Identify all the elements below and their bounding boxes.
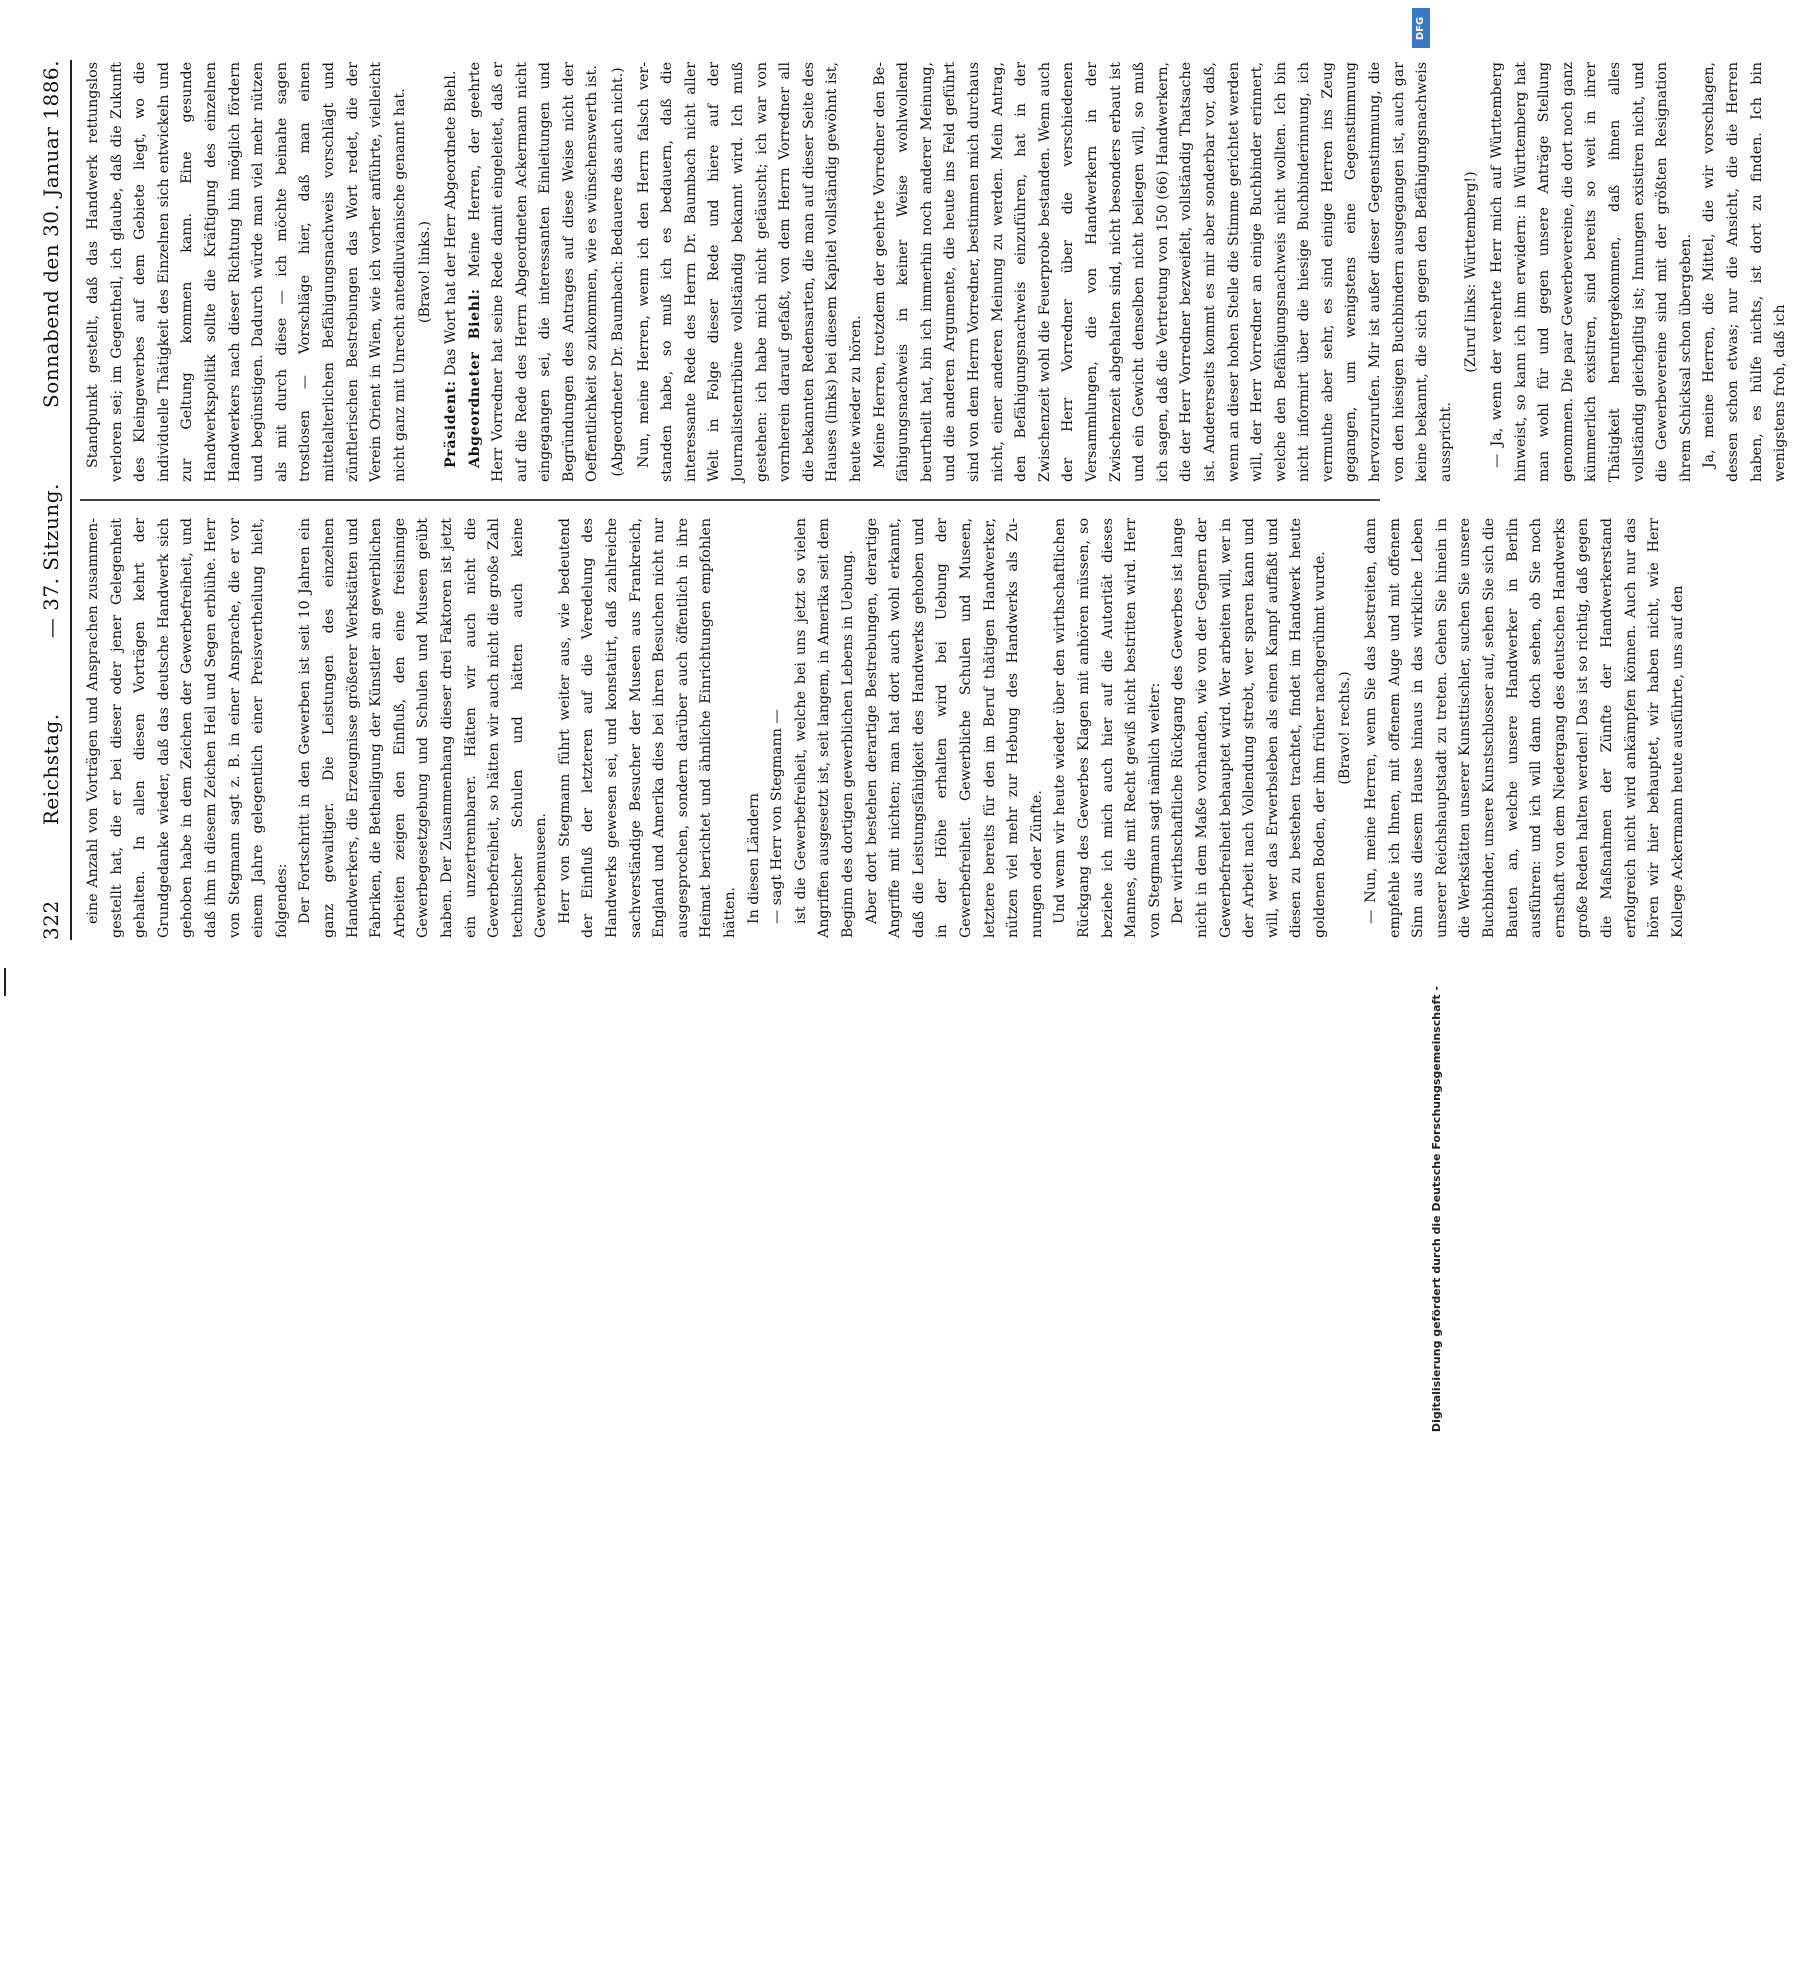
page-number: 322 [39, 900, 63, 940]
dfg-logo-text: DFG [1415, 16, 1427, 40]
paragraph: Standpunkt gestellt, daß das Handwerk rettungslos verloren sei; im Gegentheil, ich glaube, daß die Zukunft des Kleingewerbes auf dem Gebiete liegt, wo die individuelle Thätigkeit des Einzelnen sich entwickeln und zur Geltung kommen kann. Eine gesunde Handwerkspolitik sollte die Kräftigung des einzelnen Handwerkers nach dieser Richtung hin möglich fördern und begünstigen. Dadurch würde man viel mehr nützen als mit durch diese — ich möchte beinahe sagen trostlosen — Vorschläge hier, daß man einen mittelalterlichen Befähigungsnachweis vorschlägt und zünftlerischen Bestrebungen das Wort redet, die der Verein Orient in Wien, wie ich vorher anführte, vielleicht nicht ganz mit Unrecht antediluvianische genannt hat. [85, 62, 408, 482]
header-rule [70, 60, 72, 940]
left-column [82, 518, 1686, 938]
dfg-strip [1408, 0, 1443, 1433]
quote-paragraph: Aber dort bestehen derartige Bestrebungen, derartige Angriffe mit nichten; man hat dort auch wohl erkannt, daß die Leistungsfähigkeit des Handwerks gehoben und in der Höhe erhalten wird bei Uebung der Gewerbefreiheit. Gewerbliche Schulen und Museen, letztere bereits für den im Beruf thätigen Handwerker, nützen viel mehr zur Hebung des Handwerks als Zunungen oder Zünfte. [863, 518, 1045, 938]
paragraph: — Ja, wenn der verehrte Herr mich auf Württemberg hinweist, so kann ich ihm erwidern: in Württemberg hat man wohl für und gegen unsere Anträge Stellung genommen. Die paar Gewerbevereine, die dort noch ganz kümmerlich existiren, sind bereits so weit in ihrer Thätigkeit heruntergekommen, daß ihnen alles vollständig gleichgiltig ist; Innungen existiren nicht, und die Gewerbevereine sind mit der größten Resignation ihrem Schicksal schon übergeben. [1489, 62, 1694, 482]
speech-text: Meine Herren, der geehrte Herr Vorredner hat seine Rede damit eingeleitet, daß er auf die Rede des Herrn Abgeordneten Ackermann nicht eingegangen sei, die interessanten Einleitungen und Begründungen des Antrages auf diese Weise nicht der Oeffentlichkeit so zukommen, wie es wünschenswerth ist. [466, 62, 601, 482]
speech-text: Das Wort hat der Herr Abgeordnete Biehl. [442, 70, 459, 376]
running-head [34, 60, 68, 940]
paragraph: — sagt Herr von Stegmann — [769, 709, 786, 924]
paragraph: Und wenn wir heute wieder über den wirthschaftlichen Rückgang des Gewerbes Klagen mit anhören müssen, so beziehe ich mich auch hier auf die Autorität dieses Mannes, die mit Recht gewiß nicht bestritten wird. Herr von Stegmann sagt nämlich weiter: [1052, 518, 1163, 938]
column-divider [80, 500, 1380, 502]
quote-paragraph: Der Fortschritt in den Gewerben ist seit 10 Jahren ein ganz gewaltiger. Die Leistungen des einzelnen Handwerkers, die Erzeugnisse größerer Werkstätten und Fabriken, die Betheiligung der Künstler an gewerblichen Arbeiten zeigen den Einfluß, den eine freisinnige Gewerbegesetzgebung und Schulen und Museen geübt haben. Der Zusammenhang dieser drei Faktoren ist jetzt ein unzertrennbarer. Hätten wir auch nicht die Gewerbefreiheit, so hätten wir auch nicht die große Zahl technischer Schulen und hätten auch keine Gewerbemuseen. [297, 518, 550, 938]
session-date: Sonnabend den 30. Januar 1886. [39, 60, 63, 408]
dfg-logo [1412, 8, 1430, 48]
quote-paragraph: Der wirthschaftliche Rückgang des Gewerbes ist lange nicht in dem Maße vorhanden, wie von der Gegnern der Gewerbefreiheit behauptet wird. Wer arbeiten will, wer in der Arbeit nach Vollendung strebt, wer sparen kann und will, wer das Erwerbsleben als einen Kampf auffaßt und diesen zu bestehen trachtet, findet im Handwerk heute goldenen Boden, der ihm früher nachgerühmt wurde. [1170, 518, 1328, 938]
paragraph: — Nun, meine Herren, wenn Sie das bestreiten, dann empfehle ich Ihnen, mit offenem Auge und mit offenem Sinn aus diesem Hause hinaus in das wirkliche Leben unserer Reichshauptstadt zu treten. Gehen Sie hinein in die Werkstätten unserer Kunsttischler, suchen Sie unsere Buchbinder, unsere Kunstschlosser auf, sehen Sie sich die Bauten an, welche unsere Handwerker in Berlin ausführen: und ich will dann doch sehen, ob Sie noch ernsthaft von dem Niedergang des deutschen Handwerks große Reden halten werden! Das ist so richtig, daß gegen die Maßnahmen der Zünfte der Handwerkerstand erfolgreich nicht wird ankämpfen können. Auch nur das hören wir hier behauptet, wir haben nicht, wie Herr Kollege Ackermann heute ausführte, uns auf den [1363, 518, 1686, 938]
paragraph: eine Anzahl von Vorträgen und Ansprachen zusammengestellt hat, die er bei dieser oder jener Gelegenheit gehalten. In allen diesen Vorträgen kehrt der Grundgedanke wieder, daß das deutsche Handwerk sich gehoben habe in dem Zeichen der Gewerbefreiheit, und daß ihm in diesem Zeichen Heil und Segen erblühe. Herr von Stegmann sagt z. B. in einer Ansprache, die er vor einem Jahre gelegentlich einer Preisvertheilung hielt, folgendes: [85, 518, 290, 938]
speaker-name: Abgeordneter Biehl: [466, 288, 483, 468]
interjection: (Bravo! links.) [417, 220, 434, 324]
speaker-name: Präsident: [442, 380, 459, 468]
quote-paragraph: In diesen Ländern [745, 792, 762, 924]
paragraph: Meine Herren, trotzdem der geehrte Vorredner den Befähigungsnachweis in keiner Weise wohlwollend beurtheilt hat, bin ich immerhin noch anderer Meinung, und die anderen Argumente, die heute ins Feld geführt sind von dem Herrn Vorredner, bestimmen mich durchaus nicht, einer anderen Meinung zu werden. Mein Antrag, den Befähigungsnachweis einzuführen, hat in der Zwischenzeit wohl die Feuerprobe bestanden. Wenn auch der Herr Vorredner über die verschiedenen Versammlungen, die von Handwerkern in der Zwischenzeit abgehalten sind, nicht besonders erbaut ist und ein Gewicht denselben nicht beilegen will, so muß ich sagen, daß die Vertretung von 150 (66) Handwerkern, die der Herr Vorredner bezweifelt, vollständig Thatsache ist. Andererseits kommt es mir aber sonderbar vor, daß, wenn an dieser hohen Stelle die Stimme gerichtet werden will, der Herr Vorredner an einige Buchbinder erinnert, welche den Befähigungsnachweis nicht wollten. Ich bin nicht informirt über die hiesige Buchbinderinnung, ich vermuthe aber sehr, es sind einige Herren ins Zeug gegangen, um wenigstens eine Gegenstimmung hervorzurufen. Mir ist außer dieser Gegenstimmung, die von den hiesigen Buchbindern ausgegangen ist, auch gar keine bekannt, die sich gegen den Befähigungsnachweis ausspricht. [871, 62, 1454, 482]
speaker-paragraph [440, 62, 464, 482]
session-number: — 37. Sitzung. [39, 483, 63, 639]
speaker-paragraph [464, 62, 606, 482]
right-column [82, 62, 1789, 482]
interjection: (Abgeordneter Dr. Baumbach: Bedauere das auch nicht.) [610, 67, 627, 477]
scan-margin-mark [4, 968, 6, 996]
quote-paragraph: ist die Gewerbefreiheit, welche bei uns jetzt so vielen Angriffen ausgesetzt ist, seit langem, in Amerika seit dem Beginn des dortigen gewerblichen Lebens in Uebung. [792, 518, 856, 938]
interjection: (Bravo! rechts.) [1337, 671, 1354, 785]
paragraph: Herr von Stegmann führt weiter aus, wie bedeutend der Einfluß der letzteren auf die Veredelung des Handwerks gewesen sei, und konstatirt, daß zahlreiche sachverständige Besucher der Museen aus Frankreich, England und Amerika dies bei ihren Besuchen nicht nur ausgesprochen, sondern darüber auch öffentlich in ihre Heimat berichtet und ähnliche Einrichtungen empfohlen hätten. [556, 518, 739, 938]
interjection: (Zuruf links: Württemberg!) [1463, 171, 1480, 373]
paragraph: Nun, meine Herren, wenn ich den Herrn falsch verstanden habe, so muß ich es bedauern, daß die interessante Rede des Herrn Dr. Baumbach nicht aller Welt in Folge dieser Rede und hiere auf der Journalistentribüne vollständig bekannt wird. Ich muß gestehen: ich habe mich nicht getäuscht; ich war von vornherein darauf gefaßt, von dem Herrn Vorredner all die bekannten Redensarten, die man auf dieser Seite des Hauses (links) bei diesem Kapitel vollständig gewöhnt ist, heute wieder zu hören. [635, 62, 864, 482]
digitization-credit: Digitalisierung gefördert durch die Deutsche Forschungsgemeinschaft - [1430, 986, 1443, 1433]
journal-title: Reichstag. [39, 713, 63, 826]
paragraph: Ja, meine Herren, die Mittel, die wir vorschlagen, dessen schon etwas; nur die Ansicht, die die Herren haben, es hülfe nichts, ist dort zu finden. Ich bin wenigstens froh, daß ich [1701, 62, 1789, 482]
